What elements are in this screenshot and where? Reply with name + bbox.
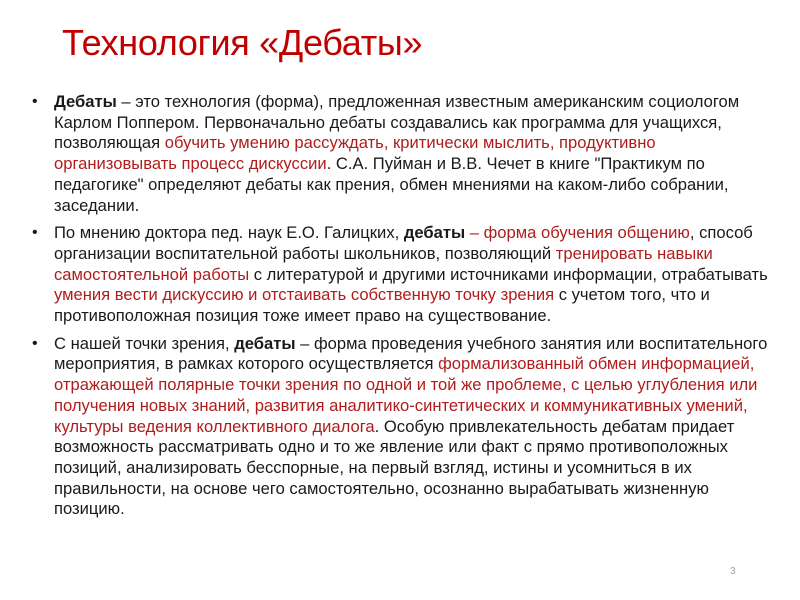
term: дебаты [234, 333, 296, 353]
highlighted-text: умения вести дискуссию и отстаивать собственную точку зрения [54, 285, 555, 305]
page-number: 3 [730, 566, 736, 577]
text-segment: . Особую привлекательность дебатам придает возможность рассматривать одно и то же явление или факт с прямо противоположных позиций, анализировать бесспорные, на первый взгляд, истины и усомниться в их правильности, на основе чего самостоятельно, осознанно вырабатывать жизненную позицию. [54, 416, 735, 519]
highlighted-text: обучить умению рассуждать, критически мыслить, продуктивно организовывать процесс дискуссии [54, 133, 656, 174]
slide-title: Технология «Дебаты» [62, 22, 423, 63]
bullet-icon: • [32, 93, 38, 110]
text-segment: с учетом того, что и противоположная позиция тоже имеет право на существование. [54, 285, 710, 326]
highlighted-text: – [465, 223, 484, 243]
highlighted-text: формализованный обмен информацией, отражающей полярные точки зрения по одной и той же проблеме, с целью углубления или получения новых знаний, развития аналитико-синтетических и коммуникативных умений, культуры ведения коллективного диалога [54, 354, 758, 436]
term: Дебаты [54, 92, 117, 111]
text-segment: С нашей точки зрения, [54, 333, 235, 353]
bullet-icon: • [32, 224, 38, 242]
text-segment: – это технология (форма), предложенная известным американским социологом Карлом Поппером. Первоначально дебаты создавались как программа для учащихся, позволяющая [54, 92, 740, 153]
text-segment: – форма проведения учебного занятия или воспитательного мероприятия, в рамках которого осуществляется [54, 333, 768, 374]
highlighted-text: тренировать навыки самостоятельной работы [54, 243, 713, 284]
bullet-icon: • [32, 334, 38, 352]
text-segment: . С.А. Пуйман и В.В. Чечет в книге "Практикум по педагогике" определяют дебаты как прения, обмен мнениями на каком-либо собрании, заседании. [54, 154, 729, 215]
bullet-item-2 [28, 223, 768, 327]
highlighted-text: форма обучения общению [483, 223, 690, 243]
text-segment: По мнению доктора пед. наук Е.О. Галицких, [54, 223, 404, 243]
bullet-item-3 [28, 334, 768, 520]
bullet-list [28, 92, 768, 527]
term: дебаты [403, 223, 466, 243]
bullet-item-1 [28, 92, 768, 216]
text-segment: , способ организации воспитательной работы школьников, позволяющий [54, 223, 753, 263]
text-segment: с литературой и другими источниками информации, отрабатывать [249, 264, 768, 284]
